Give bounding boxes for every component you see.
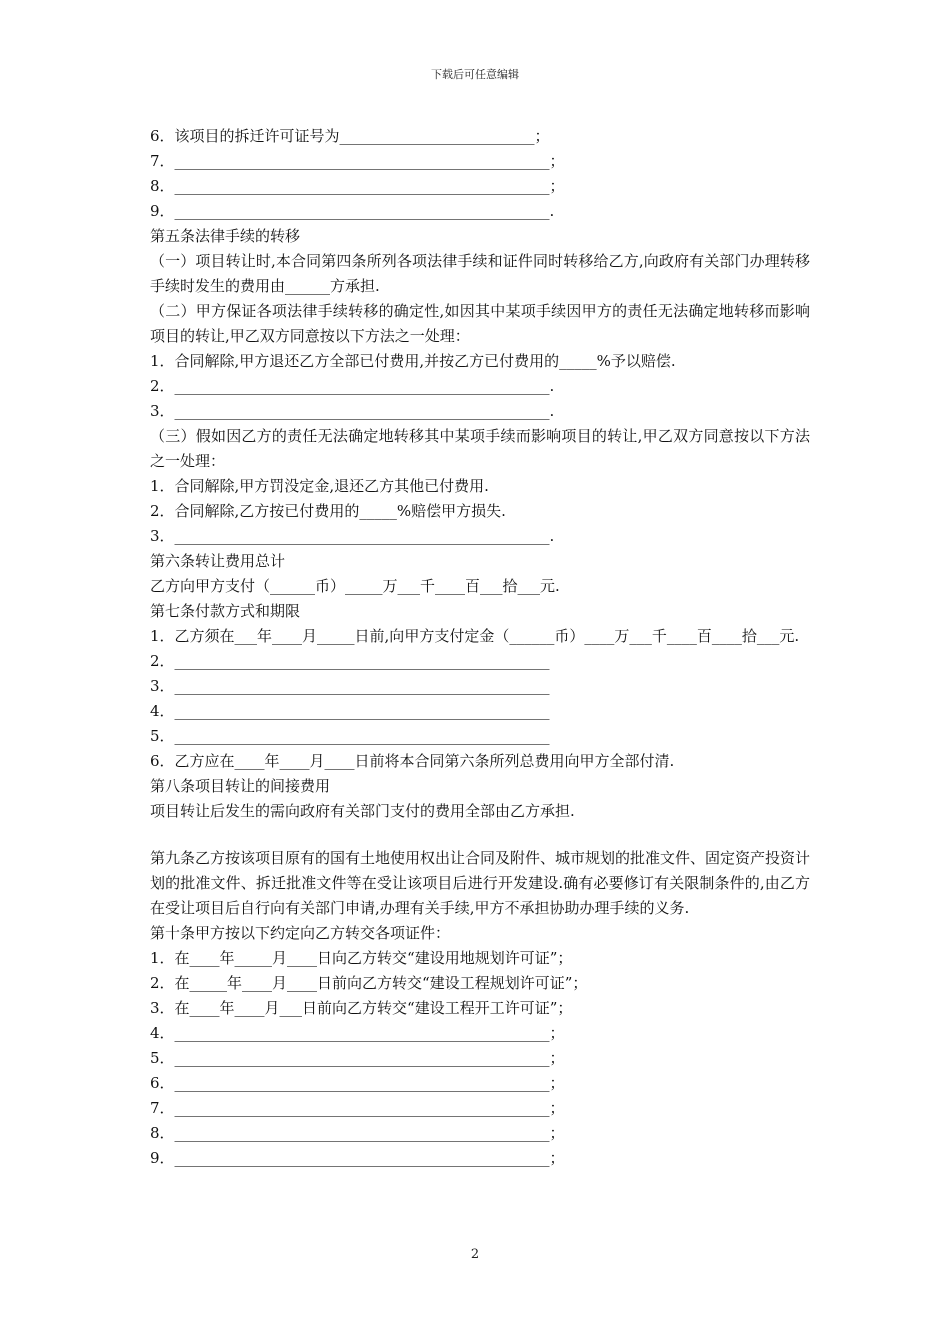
- clause-paragraph: 1．乙方须在___年____月_____日前,向甲方支付定金（______币）____万___千____百____拾___元.: [150, 627, 800, 645]
- clause-item: 3．__________________________________________________: [150, 677, 550, 695]
- clause-item: 4．__________________________________________________: [150, 702, 550, 720]
- clause-item: 4．__________________________________________________；: [150, 1024, 565, 1042]
- page-header: 下载后可任意编辑: [431, 68, 519, 81]
- clause-item: 乙方向甲方支付（______币）_____万___千____百___拾___元.: [150, 577, 560, 595]
- clause-item: 5．__________________________________________________: [150, 727, 550, 745]
- clause-item: 1．合同解除,甲方退还乙方全部已付费用,并按乙方已付费用的_____%予以赔偿.: [150, 352, 676, 370]
- clause-item: 2．合同解除,乙方按已付费用的_____%赔偿甲方损失.: [150, 502, 506, 520]
- clause-paragraph: （三）假如因乙方的责任无法确定地转移其中某项手续而影响项目的转让,甲乙双方同意按以下方法之一处理：: [150, 427, 810, 470]
- section-heading: 第八条项目转让的间接费用: [150, 777, 331, 795]
- clause-item: 6．该项目的拆迁许可证号为__________________________；: [150, 127, 550, 145]
- clause-item: 3．__________________________________________________.: [150, 402, 555, 420]
- clause-item: 8．__________________________________________________；: [150, 1124, 565, 1142]
- clause-item: 8．__________________________________________________；: [150, 177, 565, 195]
- clause-item: 3．在____年____月___日前向乙方转交“建设工程开工许可证”；: [150, 999, 573, 1017]
- clause-item: 3．__________________________________________________.: [150, 527, 555, 545]
- clause-item: 项目转让后发生的需向政府有关部门支付的费用全部由乙方承担.: [150, 802, 575, 820]
- clause-item: 7．__________________________________________________；: [150, 1099, 565, 1117]
- section-heading: 第五条法律手续的转移: [150, 227, 301, 245]
- section-heading: 第七条付款方式和期限: [150, 602, 301, 620]
- clause-paragraph: （二）甲方保证各项法律手续转移的确定性,如因其中某项手续因甲方的责任无法确定地转移而影响项目的转让,甲乙双方同意按以下方法之一处理：: [150, 302, 810, 345]
- section-heading: 第六条转让费用总计: [150, 552, 286, 570]
- clause-item: 7．__________________________________________________；: [150, 152, 565, 170]
- clause-item: 1．合同解除,甲方罚没定金,退还乙方其他已付费用.: [150, 477, 489, 495]
- clause-item: 9．__________________________________________________；: [150, 1149, 565, 1167]
- clause-paragraph: 第九条乙方按该项目原有的国有土地使用权出让合同及附件、城市规划的批准文件、固定资产投资计划的批准文件、拆迁批准文件等在受让该项目后进行开发建设.确有必要修订有关限制条件的,由乙方在受让项目后自行向有关部门申请,办理有关手续,甲方不承担协助办理手续的义务.: [150, 849, 811, 917]
- paragraph-spacer: [150, 824, 810, 846]
- clause-item: 6．乙方应在____年____月____日前将本合同第六条所列总费用向甲方全部付清.: [150, 752, 675, 770]
- clause-item: 6．__________________________________________________；: [150, 1074, 565, 1092]
- clause-item: 9．__________________________________________________.: [150, 202, 555, 220]
- clause-item: 2．__________________________________________________.: [150, 377, 555, 395]
- clause-item: 2．__________________________________________________: [150, 652, 550, 670]
- page-number: 2: [470, 1247, 480, 1262]
- document-body: [150, 124, 810, 1171]
- clause-paragraph: （一）项目转让时,本合同第四条所列各项法律手续和证件同时转移给乙方,向政府有关部门办理转移手续时发生的费用由______方承担.: [150, 252, 810, 295]
- section-heading: 第十条甲方按以下约定向乙方转交各项证件：: [150, 924, 451, 942]
- clause-item: 2．在_____年____月____日前向乙方转交“建设工程规划许可证”；: [150, 974, 588, 992]
- clause-item: 5．__________________________________________________；: [150, 1049, 565, 1067]
- clause-item: 1．在____年_____月____日向乙方转交“建设用地规划许可证”；: [150, 949, 573, 967]
